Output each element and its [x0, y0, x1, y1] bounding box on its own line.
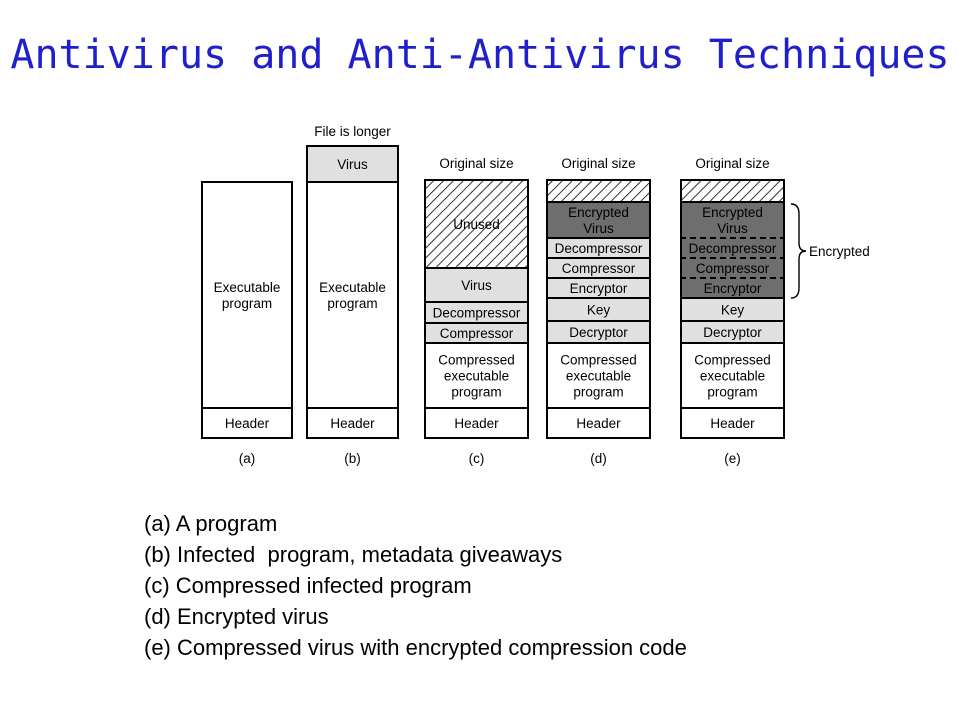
block-label-e-4: Encryptor — [703, 281, 762, 296]
block-label-d-8: Header — [576, 416, 621, 431]
encrypted-brace — [791, 204, 806, 298]
block-e-0 — [681, 180, 784, 202]
block-label-e-5: Key — [720, 302, 745, 318]
brace-label: Encrypted — [809, 244, 870, 259]
block-label-e-6: Decryptor — [703, 325, 762, 340]
block-label-d-4: Encryptor — [569, 281, 628, 296]
block-label-d-6: Decryptor — [569, 325, 628, 340]
block-label-c-2: Decompressor — [432, 305, 521, 321]
block-label-e-3: Compressor — [695, 261, 770, 276]
block-label-b-2: Header — [330, 416, 375, 431]
block-b-1 — [307, 182, 398, 408]
column-caption-c: (c) — [468, 451, 485, 466]
column-e — [681, 156, 784, 466]
block-label-a-1: Header — [224, 416, 270, 431]
block-label-c-5: Header — [454, 416, 499, 431]
block-label-d-2: Decompressor — [554, 241, 643, 256]
block-label-e-1: Encrypted Virus — [702, 205, 763, 236]
caption-b: (b) Infected program, metadata giveaways — [144, 542, 563, 567]
block-label-e-7: Compressed executable program — [694, 352, 771, 400]
column-d — [547, 156, 650, 466]
block-label-b-0: Virus — [337, 157, 368, 172]
column-header-b: File is longer — [314, 124, 391, 139]
block-label-c-4: Compressed executable program — [438, 352, 515, 400]
block-label-d-3: Compressor — [561, 261, 636, 276]
slide-title: Antivirus and Anti-Antivirus Techniques — [10, 32, 950, 78]
caption-a: (a) A program — [144, 511, 278, 536]
column-caption-a: (a) — [238, 451, 256, 466]
figure-captions — [144, 508, 687, 663]
block-label-b-1: Executable program — [319, 280, 386, 311]
column-caption-b: (b) — [344, 451, 361, 466]
caption-d: (d) Encrypted virus — [144, 604, 329, 629]
caption-e: (e) Compressed virus with encrypted compression code — [144, 635, 687, 660]
block-label-c-3: Compressor — [439, 326, 514, 341]
caption-c: (c) Compressed infected program — [144, 573, 472, 598]
column-caption-d: (d) — [590, 451, 607, 466]
column-b — [307, 124, 398, 466]
column-header-d: Original size — [561, 156, 636, 171]
column-header-e: Original size — [695, 156, 770, 171]
column-caption-e: (e) — [724, 451, 741, 466]
column-c — [425, 156, 528, 466]
block-label-c-0: Unused — [453, 217, 500, 232]
block-d-0 — [547, 180, 650, 202]
block-label-c-1: Virus — [461, 278, 492, 293]
block-label-d-5: Key — [586, 302, 611, 318]
column-header-c: Original size — [439, 156, 514, 171]
block-label-e-8: Header — [710, 416, 755, 431]
block-a-0 — [202, 182, 292, 408]
block-label-e-2: Decompressor — [688, 241, 777, 256]
column-a — [202, 182, 292, 466]
block-label-a-0: Executable program — [213, 280, 281, 311]
block-label-d-7: Compressed executable program — [560, 352, 637, 400]
block-label-d-1: Encrypted Virus — [568, 205, 629, 236]
